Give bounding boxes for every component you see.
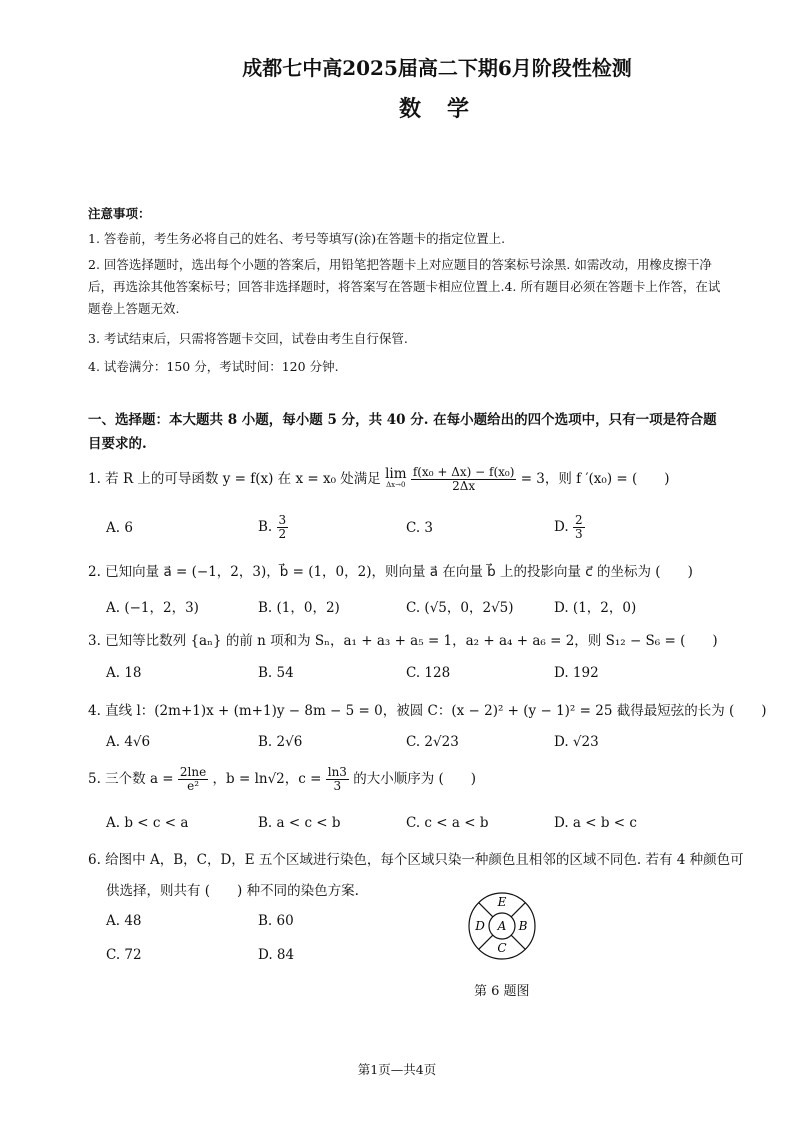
q3-option-d: D. 192	[554, 665, 599, 681]
region-label-b: B	[518, 919, 528, 933]
q2-option-a: A. (−1，2，3)	[106, 600, 199, 616]
q2-option-b: B. (1，0，2)	[258, 600, 340, 616]
notice-heading: 注意事项：	[88, 206, 151, 221]
q6-option-a: A. 48	[106, 913, 142, 929]
q6-option-b: B. 60	[258, 913, 294, 929]
q6-option-c: C. 72	[106, 947, 142, 963]
region-label-a: A	[497, 919, 507, 933]
q4-option-c: C. 2√23	[406, 734, 459, 750]
q1-option-d: D. $\frac{2}{3}$	[554, 513, 583, 541]
question-4-stem: 4. 直线 l：(2m+1)x + (m+1)y − 8m − 5 = 0，被圆 C：(x − 2)² + (y − 1)² = 25 截得最短弦的长为 ( )	[88, 703, 767, 719]
region-label-c: C	[497, 941, 507, 955]
q2-option-c: C. (√5，0，2√5)	[406, 600, 514, 616]
region-label-e: E	[497, 895, 507, 909]
notice-item-4: 4. 试卷满分：150 分，考试时间：120 分钟.	[88, 359, 339, 374]
q5-option-d: D. a < b < c	[554, 815, 637, 831]
question-3-stem: 3. 已知等比数列 {aₙ} 的前 n 项和为 Sₙ，a₁ + a₃ + a₅ = 1，a₂ + a₄ + a₆ = 2，则 S₁₂ − S₆ = ( )	[88, 633, 718, 649]
q5-option-b: B. a < c < b	[258, 815, 341, 831]
section-heading: 一、选择题：本大题共 8 小题，每小题 5 分，共 40 分. 在每小题给出的四个选项中，只有一项是符合题目要求的.	[88, 412, 717, 452]
q4-option-b: B. 2√6	[258, 734, 303, 750]
q5-option-c: C. c < a < b	[406, 815, 489, 831]
question-1-stem: 1. 若 R 上的可导函数 y = f(x) 在 x = x₀ 处满足 lim Δx→0 $\frac{\text{f(x₀ + Δx) − f(x₀)}}{2\Delta x}$ = 3，则 f ′(x₀) = ( )	[88, 465, 670, 493]
question-6-line-2: 供选择，则共有 ( ) 种不同的染色方案.	[106, 883, 359, 899]
figure-caption: 第 6 题图	[474, 984, 530, 999]
q4-option-a: A. 4√6	[106, 734, 151, 750]
q1-option-b: B. $\frac{3}{2}$	[258, 513, 287, 541]
q3-option-c: C. 128	[406, 665, 451, 681]
q4-option-d: D. √23	[554, 734, 599, 750]
region-coloring-diagram	[466, 890, 538, 962]
q3-option-a: A. 18	[106, 665, 142, 681]
q3-option-b: B. 54	[258, 665, 294, 681]
q1-option-a: A. 6	[106, 520, 133, 536]
question-5-stem: 5. 三个数 a = $\frac{2\ln e}{\text{e²}}$ ，b = ln√2，c = $\frac{\ln 3}{3}$ 的大小顺序为 ( )	[88, 765, 477, 793]
q6-option-d: D. 84	[258, 947, 295, 963]
notice-item-2: 2. 回答选择题时，选出每个小题的答案后，用铅笔把答题卡上对应题目的答案标号涂黑. 如需改动，用橡皮擦干净后，再选涂其他答案标号；回答非选择题时，将答案写在答题卡相应位置上.4. 所有题目必须在答题卡上作答，在试题卷上答题无效.	[88, 257, 721, 316]
q2-option-d: D. (1，2，0)	[554, 600, 637, 616]
q5-option-a: A. b < c < a	[106, 815, 189, 831]
difference-quotient: $\frac{\text{f(x₀ + Δx) − f(x₀)}}{2\Delta x}$	[412, 465, 515, 493]
question-2-stem: 2. 已知向量 a⃗ = (−1，2，3)，b⃗ = (1，0，2)，则向量 a⃗ 在向量 b⃗ 上的投影向量 c⃗ 的坐标为 ( )	[88, 564, 693, 580]
page-footer: 第1页—共4页	[357, 1062, 437, 1077]
question-6-line-1: 6. 给图中 A，B，C，D，E 五个区域进行染色，每个区域只染一种颜色且相邻的区域不同色. 若有 4 种颜色可	[88, 852, 744, 868]
notice-item-3: 3. 考试结束后，只需将答题卡交回，试卷由考生自行保管.	[88, 331, 408, 346]
limit-operator: lim Δx→0	[385, 465, 407, 489]
exam-title: 成都七中高2025届高二下期6月阶段性检测	[242, 56, 632, 80]
q1-option-c: C. 3	[406, 520, 434, 536]
subject-title: 数学	[398, 96, 495, 122]
region-label-d: D	[475, 919, 485, 933]
notice-item-1: 1. 答卷前，考生务必将自己的姓名、考号等填写(涂)在答题卡的指定位置上.	[88, 231, 506, 246]
